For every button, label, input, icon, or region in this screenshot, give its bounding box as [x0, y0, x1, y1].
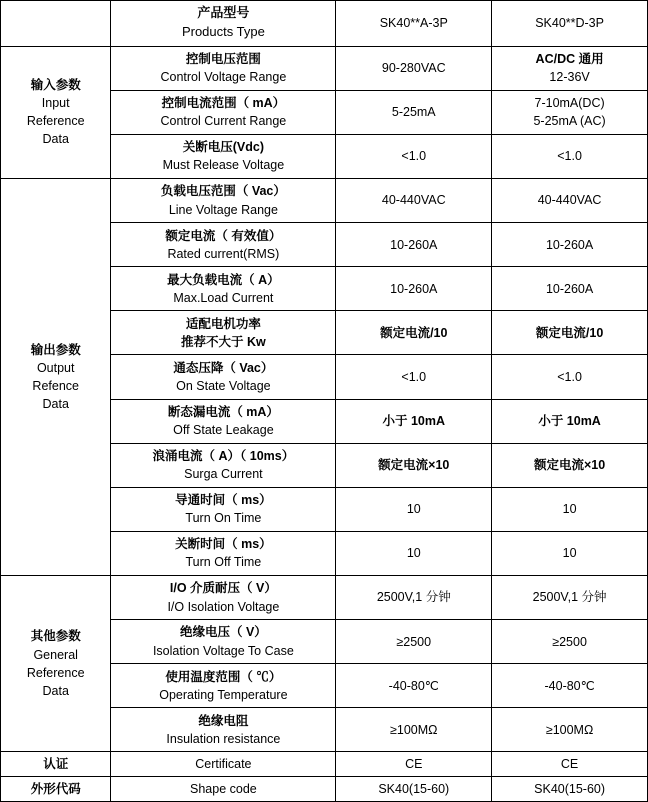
param-cell [111, 399, 336, 443]
param-label-cn: 负载电压范围（ Vac） [160, 184, 286, 199]
table-row [1, 575, 648, 619]
param-label-cn: 控制电流范围（ mA） [161, 96, 286, 111]
value-line: <1.0 [557, 369, 582, 384]
value-line: <1.0 [401, 369, 427, 384]
header-products-type-cell [111, 1, 336, 47]
value-line: -40-80℃ [544, 678, 595, 693]
value-cell-col2 [492, 443, 648, 487]
footer-label-shape-code [1, 777, 111, 802]
value-cell-col1 [336, 178, 492, 222]
value-line: <1.0 [557, 149, 582, 164]
value-cell-col2 [492, 620, 648, 664]
value-line: ≥100MΩ [390, 722, 438, 737]
group-label-general-en3: Data [42, 683, 69, 698]
param-label-cn: 控制电压范围 [185, 52, 261, 67]
param-cell [111, 355, 336, 399]
param-cell [111, 311, 336, 355]
param-cell [111, 664, 336, 708]
param-label-en: Turn On Time [185, 511, 262, 526]
value-line: -40-80℃ [388, 678, 439, 693]
value-line: 额定电流/10 [380, 325, 448, 340]
value-cell-col2 [492, 487, 648, 531]
value-cell-col1 [336, 664, 492, 708]
param-label-en: 推荐不大于 Kw [181, 334, 266, 349]
value-cell-col1 [336, 90, 492, 134]
table-row [1, 178, 648, 222]
value-line: 40-440VAC [537, 193, 602, 208]
header-products-type-cn: 产品型号 [197, 5, 250, 21]
group-label-input-cn: 输入参数 [30, 78, 81, 93]
value-cell-col2 [492, 223, 648, 267]
value-cell-col1 [336, 443, 492, 487]
param-cell [111, 708, 336, 752]
param-label-en: Isolation Voltage To Case [152, 643, 294, 658]
value-line: 10 [406, 546, 421, 561]
value-cell-col1 [336, 134, 492, 178]
param-label-cn: 使用温度范围（ ℃） [165, 669, 282, 684]
param-cell [111, 46, 336, 90]
value-line: 10 [562, 502, 577, 517]
table-row-certificate [1, 752, 648, 777]
group-label-output [1, 178, 111, 575]
group-label-general-en1: General [33, 647, 78, 662]
value-cell-col2 [492, 134, 648, 178]
param-label-cn: 断态漏电流（ mA） [167, 404, 279, 419]
param-cell [111, 178, 336, 222]
group-label-general-en2: Reference [26, 665, 85, 680]
value-cell-col1 [336, 311, 492, 355]
value-line: 40-440VAC [381, 193, 446, 208]
value-cell-col1 [336, 531, 492, 575]
value-line: 5-25mA [391, 105, 436, 120]
value-line: 小于 10mA [382, 414, 446, 428]
value-cell-col2 [492, 311, 648, 355]
footer-label-certificate [1, 752, 111, 777]
group-label-general [1, 575, 111, 751]
value-line: ≥2500 [396, 634, 432, 649]
value-cell-col2 [492, 708, 648, 752]
value-cell-col2: SK40(15-60) [492, 777, 648, 802]
table-header-row [1, 1, 648, 47]
header-blank-cell [1, 1, 111, 47]
param-label-en: Control Voltage Range [160, 70, 287, 85]
param-label-en: Control Current Range [160, 114, 287, 129]
param-label-cn: I/O 介质耐压（ V） [169, 581, 277, 596]
param-label-cn: 导通时间（ ms） [175, 493, 272, 508]
group-label-output-en3: Data [42, 397, 69, 412]
header-model-col1: SK40**A-3P [336, 1, 492, 47]
param-label-cn: 浪涌电流（ A）（ 10ms） [152, 449, 295, 464]
param-label-en: Off State Leakage [173, 423, 274, 438]
param-cell [111, 752, 336, 777]
param-cell [111, 223, 336, 267]
param-cell [111, 620, 336, 664]
value-line: <1.0 [401, 149, 427, 164]
value-cell-col2 [492, 46, 648, 90]
group-label-input [1, 46, 111, 178]
value-line: 10-260A [545, 237, 594, 252]
group-label-output-en2: Refence [32, 378, 79, 393]
param-cell [111, 443, 336, 487]
value-cell-col1: CE [336, 752, 492, 777]
group-label-output-cn: 输出参数 [30, 342, 81, 357]
value-line: 7-10mA(DC) [534, 96, 605, 111]
param-cell [111, 575, 336, 619]
param-cell [111, 777, 336, 802]
value-cell-col1 [336, 46, 492, 90]
param-cell [111, 267, 336, 311]
group-label-input-en3: Data [42, 132, 69, 147]
param-cell [111, 134, 336, 178]
param-label-cn: 关断时间（ ms） [175, 537, 272, 552]
value-cell-col1 [336, 708, 492, 752]
value-line: 2500V,1 分钟 [376, 590, 451, 605]
param-cell [111, 487, 336, 531]
param-label-en: Turn Off Time [185, 555, 262, 570]
value-cell-col1 [336, 575, 492, 619]
value-line: 额定电流/10 [535, 325, 604, 340]
param-label-en: I/O Isolation Voltage [167, 599, 280, 614]
param-label-cn: 通态压降（ Vac） [173, 360, 274, 375]
value-line: 10 [406, 502, 421, 517]
param-label-en: Shape code [190, 781, 257, 796]
value-line: 小于 10mA [538, 414, 601, 428]
param-label-en: Rated current(RMS) [167, 246, 280, 261]
value-line: 2500V,1 分钟 [532, 590, 607, 605]
value-cell-col2 [492, 531, 648, 575]
value-cell-col1 [336, 620, 492, 664]
value-line: 额定电流×10 [533, 458, 606, 473]
value-cell-col2 [492, 267, 648, 311]
table-row-shape-code [1, 777, 648, 802]
param-label-cn: 绝缘电压（ V） [179, 625, 267, 640]
header-model-col2: SK40**D-3P [492, 1, 648, 47]
value-line: 12-36V [549, 70, 590, 85]
param-label-cn: 关断电压(Vdc) [182, 140, 265, 155]
value-cell-col1 [336, 355, 492, 399]
value-line: ≥100MΩ [545, 722, 594, 737]
value-cell-col2 [492, 178, 648, 222]
param-cell [111, 531, 336, 575]
param-label-cn: 额定电流（ 有效值） [165, 228, 282, 243]
param-label-cn: 绝缘电阻 [198, 713, 249, 728]
value-cell-col2: CE [492, 752, 648, 777]
group-label-general-cn: 其他参数 [30, 629, 81, 644]
header-products-type-en: Products Type [181, 24, 265, 40]
group-label-output-en1: Output [36, 360, 75, 375]
footer-label-shape-code-cn: 外形代码 [30, 781, 81, 796]
value-cell-col1 [336, 399, 492, 443]
value-cell-col2 [492, 355, 648, 399]
value-line: 90-280VAC [381, 61, 446, 76]
value-line: AC/DC 通用 [535, 52, 604, 67]
value-line: 10-260A [390, 237, 438, 252]
param-label-en: Operating Temperature [159, 687, 288, 702]
param-label-en: Surga Current [184, 467, 263, 482]
value-line: 10 [562, 546, 577, 561]
value-line: ≥2500 [552, 634, 587, 649]
group-label-input-en2: Reference [26, 114, 85, 129]
param-cell [111, 90, 336, 134]
value-line: 5-25mA (AC) [533, 114, 606, 129]
value-cell-col1 [336, 223, 492, 267]
value-cell-col2 [492, 90, 648, 134]
value-line: 10-260A [390, 281, 438, 296]
param-label-cn: 适配电机功率 [185, 316, 261, 331]
table-row [1, 46, 648, 90]
value-cell-col2 [492, 399, 648, 443]
footer-label-certificate-cn: 认证 [43, 757, 69, 772]
param-label-en: Line Voltage Range [168, 202, 278, 217]
group-label-input-en1: Input [41, 96, 70, 111]
param-label-en: Must Release Voltage [162, 158, 285, 173]
param-label-en: Max.Load Current [173, 290, 274, 305]
value-cell-col1: SK40(15-60) [336, 777, 492, 802]
value-line: 额定电流×10 [378, 458, 450, 473]
param-label-en: On State Voltage [176, 378, 271, 393]
param-label-en: Insulation resistance [166, 731, 281, 746]
value-cell-col1 [336, 487, 492, 531]
value-cell-col1 [336, 267, 492, 311]
value-line: 10-260A [545, 281, 594, 296]
param-label-en: Certificate [195, 757, 252, 772]
param-label-cn: 最大负载电流（ A） [167, 272, 280, 287]
value-cell-col2 [492, 575, 648, 619]
value-cell-col2 [492, 664, 648, 708]
